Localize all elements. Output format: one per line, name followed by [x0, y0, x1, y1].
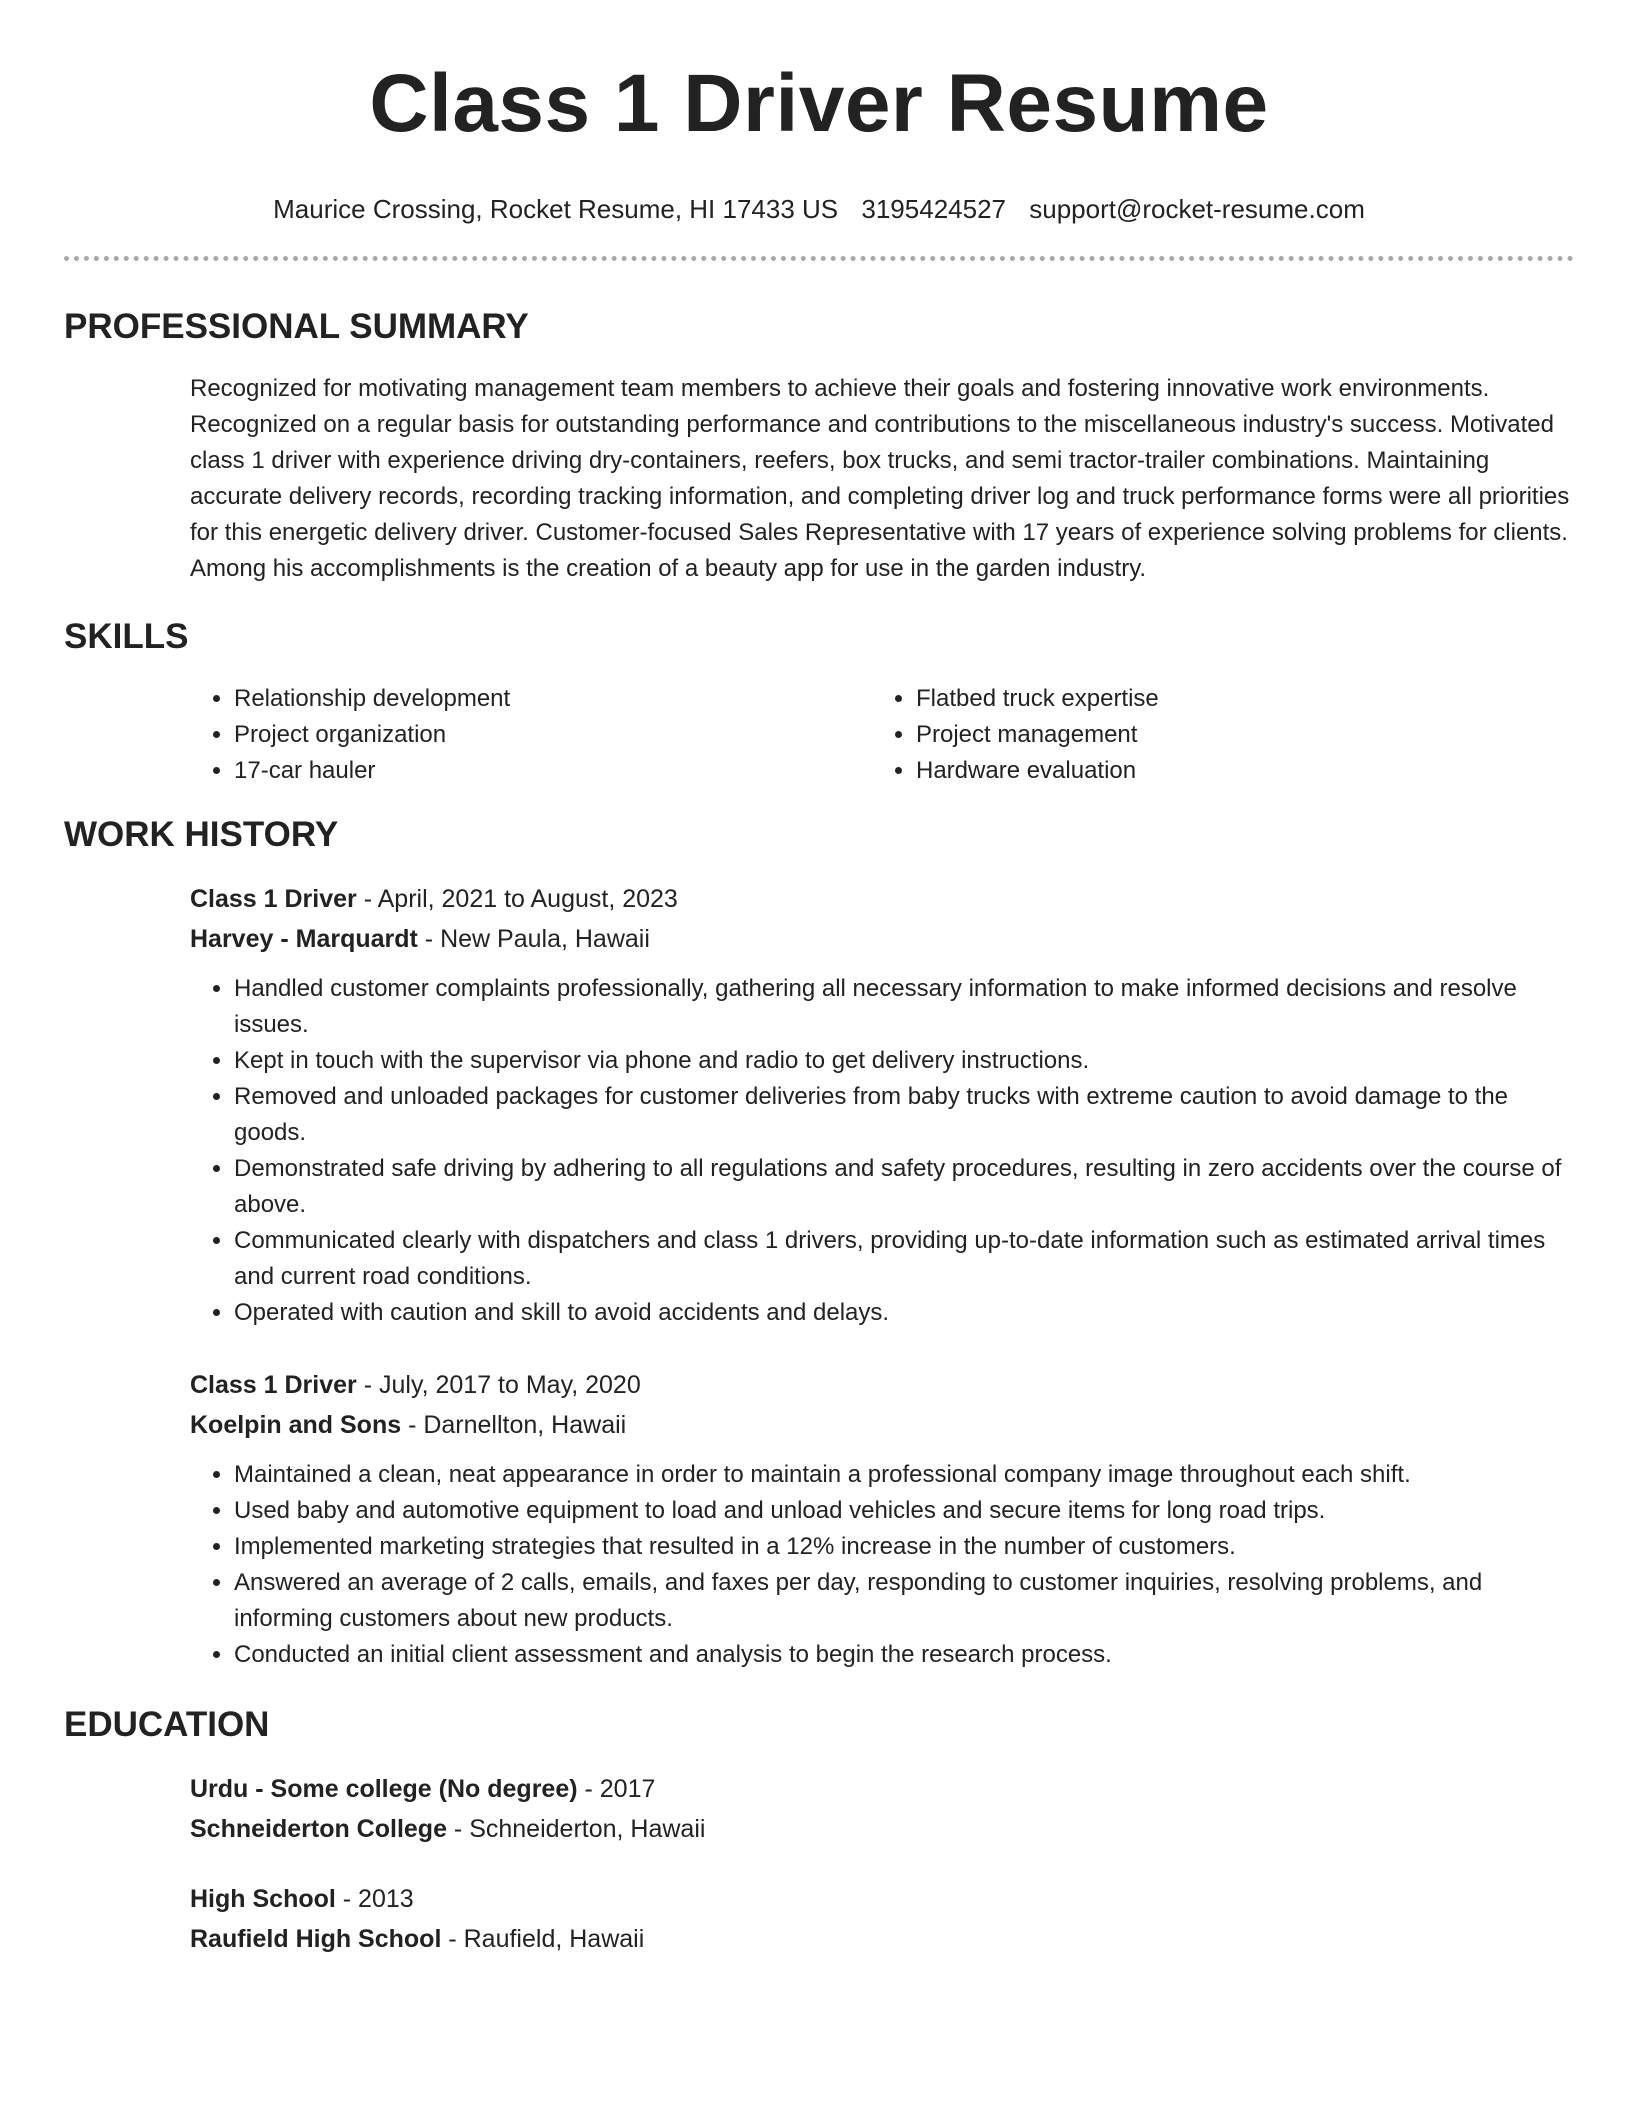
skills-column-right: [872, 681, 1554, 789]
education-degree: High School: [190, 1885, 336, 1913]
education-year: - 2017: [577, 1775, 656, 1803]
job-company: Koelpin and Sons: [190, 1411, 402, 1439]
contact-email: support@rocket-resume.com: [1029, 194, 1365, 224]
skill-item: • Flatbed truck expertise: [916, 681, 1554, 717]
education-heading: EDUCATION: [64, 1705, 270, 1744]
job-bullet: • Communicated clearly with dispatchers and class 1 drivers, providing up-to-date information such as estimated arrival times and current road conditions.: [234, 1223, 1574, 1295]
education-school: Schneiderton College: [190, 1815, 447, 1843]
job-bullet: • Handled customer complaints professionally, gathering all necessary information to make informed decisions and resolve issues.: [234, 971, 1574, 1043]
job-bullet: • Maintained a clean, neat appearance in order to maintain a professional company image throughout each shift.: [234, 1457, 1574, 1493]
work-heading: WORK HISTORY: [64, 815, 339, 854]
job-dates: - July, 2017 to May, 2020: [356, 1371, 641, 1399]
education-school-line: [190, 1809, 1574, 1849]
job-title-line: [190, 879, 1574, 919]
skill-item: • 17-car hauler: [234, 753, 872, 789]
skills-grid: [190, 681, 1574, 789]
job-bullet: • Implemented marketing strategies that resulted in a 12% increase in the number of customers.: [234, 1529, 1574, 1565]
skill-item: • Project organization: [234, 717, 872, 753]
job-bullet: • Used baby and automotive equipment to load and unload vehicles and secure items for long road trips.: [234, 1493, 1574, 1529]
education-degree-line: [190, 1879, 1574, 1919]
contact-phone: 3195424527: [861, 194, 1006, 224]
education-year: - 2013: [335, 1885, 414, 1913]
summary-heading: PROFESSIONAL SUMMARY: [64, 307, 529, 346]
education-location: - Raufield, Hawaii: [441, 1925, 645, 1953]
skills-column-left: [190, 681, 872, 789]
education-entry: [190, 1769, 1574, 1849]
job-title: Class 1 Driver: [190, 885, 357, 913]
job-bullets: [190, 971, 1574, 1331]
skills-heading: SKILLS: [64, 617, 189, 656]
job-bullet: • Kept in touch with the supervisor via phone and radio to get delivery instructions.: [234, 1043, 1574, 1079]
job-bullets: [190, 1457, 1574, 1673]
job-bullet: • Operated with caution and skill to avoid accidents and delays.: [234, 1295, 1574, 1331]
header-divider: [64, 256, 1574, 261]
job-location: - New Paula, Hawaii: [417, 925, 650, 953]
summary-text: Recognized for motivating management team members to achieve their goals and fostering innovative work environments. Recognized on a regular basis for outstanding performance and contributions to the miscellaneous industry's success. Motivated class 1 driver with experience driving dry-containers, reefers, box trucks, and semi tractor-trailer combinations. Maintaining accurate delivery records, recording tracking information, and completing driver log and truck performance forms were all priorities for this energetic delivery driver. Customer-focused Sales Representative with 17 years of experience solving problems for clients. Among his accomplishments is the creation of a beauty app for use in the garden industry.: [190, 375, 1570, 582]
job-entry: [190, 1365, 1574, 1673]
contact-line: [64, 192, 1574, 226]
skill-item: • Project management: [916, 717, 1554, 753]
job-location: - Darnellton, Hawaii: [401, 1411, 627, 1439]
education-location: - Schneiderton, Hawaii: [446, 1815, 706, 1843]
education-school: Raufield High School: [190, 1925, 442, 1953]
job-bullet: • Conducted an initial client assessment and analysis to begin the research process.: [234, 1637, 1574, 1673]
job-bullet: • Demonstrated safe driving by adhering to all regulations and safety procedures, resulting in zero accidents over the course of above.: [234, 1151, 1574, 1223]
education-degree-line: [190, 1769, 1574, 1809]
skill-item: • Hardware evaluation: [916, 753, 1554, 789]
job-entry: [190, 879, 1574, 1331]
job-bullet: • Removed and unloaded packages for customer deliveries from baby trucks with extreme caution to avoid damage to the goods.: [234, 1079, 1574, 1151]
resume-title: Class 1 Driver Resume: [369, 58, 1269, 149]
job-company: Harvey - Marquardt: [190, 925, 418, 953]
job-title-line: [190, 1365, 1574, 1405]
education-entry: [190, 1879, 1574, 1959]
job-company-line: [190, 919, 1574, 959]
skill-item: • Relationship development: [234, 681, 872, 717]
job-title: Class 1 Driver: [190, 1371, 357, 1399]
resume-page: [64, 0, 1574, 1959]
job-company-line: [190, 1405, 1574, 1445]
job-bullet: • Answered an average of 2 calls, emails, and faxes per day, responding to customer inquiries, resolving problems, and informing customers about new products.: [234, 1565, 1574, 1637]
contact-address: Maurice Crossing, Rocket Resume, HI 17433 US: [273, 194, 839, 224]
job-dates: - April, 2021 to August, 2023: [356, 885, 678, 913]
education-school-line: [190, 1919, 1574, 1959]
education-degree: Urdu - Some college (No degree): [190, 1775, 578, 1803]
